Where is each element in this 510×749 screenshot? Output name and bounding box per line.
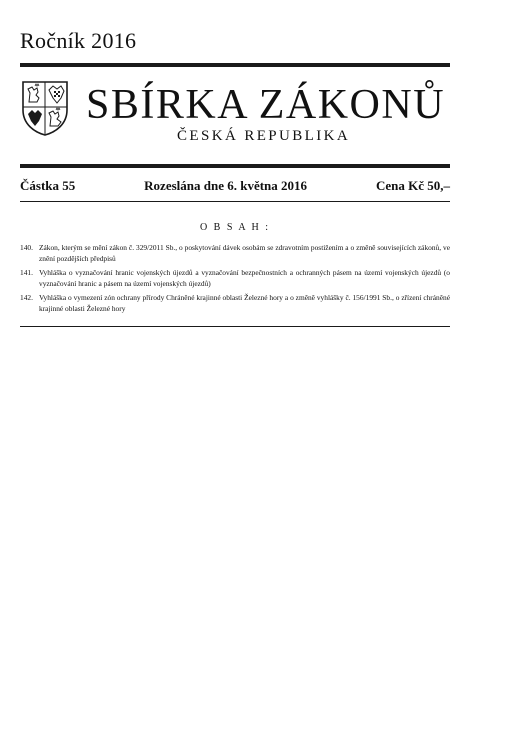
list-item xyxy=(20,242,450,264)
issue-release-date: Rozeslána dne 6. května 2016 xyxy=(144,178,308,193)
header-bottom-rule xyxy=(20,164,450,168)
czech-coat-of-arms-icon xyxy=(20,80,70,136)
issue-part: Částka 55 xyxy=(20,178,76,193)
list-item xyxy=(20,292,450,314)
country-subtitle: ČESKÁ REPUBLIKA xyxy=(177,128,351,144)
contents-heading: O B S A H : xyxy=(199,222,271,233)
issue-info-row xyxy=(20,178,450,194)
issue-bottom-rule xyxy=(20,201,450,202)
issue-price: Cena Kč 50,– xyxy=(375,178,450,193)
entry-text: Vyhláška o vyznačování hranic vojenských újezdů a vyznačování bezpečnostních a ochranných pásem na území vojenských újezdů (o vyznačování hranic a pásem na území vojenských újezdů) xyxy=(39,268,450,288)
entry-number: 142. xyxy=(20,293,33,302)
contents-list xyxy=(20,242,450,317)
entry-text: Zákon, kterým se mění zákon č. 329/2011 Sb., o poskytování dávek osobám se zdravotním postižením a o změně souvisejících zákonů, ve znění pozdějších předpisů xyxy=(39,243,450,263)
gazette-title: SBÍRKA ZÁKONŮ xyxy=(86,82,446,128)
contents-bottom-rule xyxy=(20,326,450,327)
entry-number: 140. xyxy=(20,243,33,252)
entry-text: Vyhláška o vymezení zón ochrany přírody Chráněné krajinné oblasti Železné hory a o změně vyhlášky č. 156/1991 Sb., o zřízení chráněné krajinné oblasti Železné hory xyxy=(39,293,450,313)
entry-number: 141. xyxy=(20,268,33,277)
top-rule xyxy=(20,63,450,67)
list-item xyxy=(20,267,450,289)
volume-label: Ročník 2016 xyxy=(20,28,137,53)
